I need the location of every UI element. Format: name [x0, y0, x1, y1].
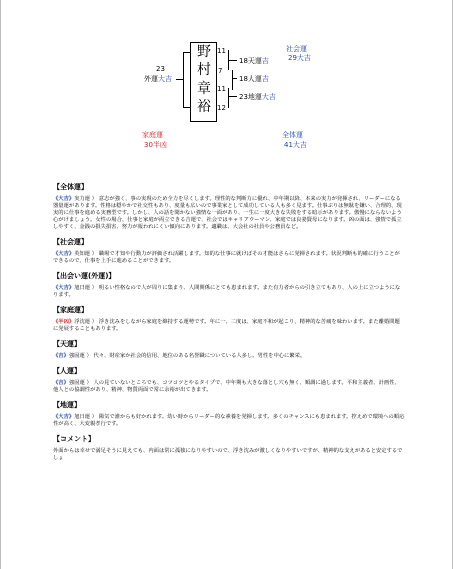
bracket-line [183, 52, 184, 108]
earth-fortune [239, 93, 276, 101]
heaven-fortune [239, 57, 269, 65]
outer-number: 23 [156, 65, 165, 73]
section-text [53, 251, 405, 265]
section-title: 【地運】 [53, 401, 81, 409]
name-char-4: 裕 [197, 99, 211, 115]
earth-number: 23 [239, 93, 248, 101]
section-tag: 《大吉》 [53, 251, 75, 257]
section-tag: 《吉》 [53, 380, 69, 386]
section-body: 強固運 ） 代々、財産家か社会的信用、地位のある名誉職についている人多し。男性を中心に繁栄。 [68, 353, 306, 359]
section-body: 浮沈運 ） 浮き沈みをしながら家庭を維持する運勢です。年に一、二度は、家庭不和が起こり、精神的な苦痛を味わいます。また離婚問題に発展することもあります。 [53, 319, 400, 332]
section-tag: 《大吉》 [53, 285, 75, 291]
earth-rank: 大吉 [261, 93, 276, 101]
section-heaven [53, 340, 405, 360]
section-text [53, 319, 405, 333]
section-text [53, 448, 405, 462]
bracket-line [232, 70, 233, 90]
name-char-1: 野 [197, 44, 211, 60]
social-label: 社会運 [286, 45, 307, 53]
section-body: 英知運 ） 職場で才知や行動力が評価され活躍します。知的な仕事に就けばその才能はさらに発揮されます。状況判断も的確に行うことができるので、仕事を上手に進めることができます。 [53, 251, 400, 264]
heaven-label: 天運 [247, 57, 262, 65]
section-comment [53, 435, 405, 462]
heaven-number: 18 [239, 57, 248, 65]
bracket-line [176, 79, 184, 80]
section-title: 【家庭運】 [53, 306, 88, 314]
section-family [53, 306, 405, 333]
section-overall [53, 183, 405, 231]
earth-label: 地運 [247, 93, 262, 101]
family-label: 家庭運 [142, 131, 163, 139]
person-label: 人運 [247, 75, 262, 83]
bracket-line [232, 78, 237, 79]
section-text [53, 380, 405, 394]
section-title: 【コメント】 [53, 435, 95, 443]
bracket-line [228, 96, 237, 97]
name-char-2: 村 [197, 62, 211, 78]
name-char-3: 章 [197, 81, 211, 97]
section-person [53, 367, 405, 394]
section-tag: 《大吉》 [53, 196, 75, 202]
section-title: 【全体運】 [53, 183, 88, 191]
section-title: 【天運】 [53, 340, 81, 348]
section-body: 外面からは幸せで満足そうに見えても、内面は常に孤独になりやすいので、浮き沈みが激しくなりやすいですが、精神的な支えがあると安定するでしょ [53, 448, 403, 461]
outer-rank: 大吉 [158, 75, 172, 83]
family-value: 30半凶 [144, 141, 167, 149]
stroke-count-3: 11 [217, 85, 226, 93]
section-body: 実力運 ） 意志が強く、事の実現のため全力を尽くします。理性的な判断力に優れ、中年期以降、本来の実力が発揮され、リーダーになる器量運があります。性格は穏やかで社交性もあり、度量も広いので事業家として成功している人も多く見ます。仕事ぶりは無駄を嫌い、合理的、現実的に仕事を進める実務型です。しかし、人の話を聞かない強情な一面があり、一生に一度大きな失敗をする暗示があります。傲慢にならないよう心がけましょう。女性の場合、仕事と家庭が両立できる吉運で、社会ではキャリアウーマン、家庭では良妻賢母になります。凶の面は、強情で孤立しやすく、金銭の損失損害、努力が報われにくい傾向にあります。適職は、大会社の社員や公務員など。 [53, 196, 402, 230]
social-value: 29大吉 [288, 54, 311, 62]
total-value: 41大吉 [284, 141, 307, 149]
stroke-count-4: 12 [217, 104, 226, 112]
section-earth [53, 401, 405, 428]
person-fortune [239, 75, 269, 83]
person-rank: 吉 [261, 75, 269, 83]
section-tag: 《大吉》 [53, 414, 75, 420]
section-body: 旭日運 ） 明るい性格なので人が周りに集まり、人間関係にとても恵まれます。また有力者からの引き立てもあり、人の上に立つようになります。 [53, 285, 401, 298]
person-number: 18 [239, 75, 248, 83]
section-text [53, 414, 405, 428]
outer-fortune [144, 75, 172, 83]
outer-label: 外運 [144, 75, 158, 83]
section-title: 【社会運】 [53, 238, 88, 246]
section-tag: 《半凶》 [53, 319, 75, 325]
bracket-line [228, 88, 229, 108]
total-label: 全体運 [282, 131, 303, 139]
stroke-count-2: 7 [218, 67, 223, 75]
bracket-line [183, 107, 190, 108]
section-title: 【出会い運(外運)】 [53, 272, 116, 280]
section-encounter [53, 272, 405, 299]
fortune-sections [53, 183, 405, 469]
bracket-line [183, 52, 190, 53]
heaven-rank: 吉 [261, 57, 269, 65]
section-tag: 《吉》 [53, 353, 69, 359]
section-text [53, 196, 405, 231]
section-text [53, 285, 405, 299]
section-title: 【人運】 [53, 367, 81, 375]
section-body: 旭日運 ） 陽気で誰からも好かれます。幼い時からリーダー的な素養を発揮します。多くのチャンスにも恵まれます。控えめで環境への順応性が高く、大変親孝行です。 [53, 414, 405, 427]
stroke-count-1: 11 [217, 47, 226, 55]
section-body: 強固運 ） 人の見ていないところでも、コツコツとやるタイプで、中年期も大きな落とし穴も無く、順調に過します。平和主義者、計画性、他人との協調性があり、精神、物質両面で常に余裕が出てきます。 [53, 380, 400, 393]
name-diagram [0, 0, 453, 165]
section-social [53, 238, 405, 265]
bracket-line [228, 60, 237, 61]
section-text [53, 353, 405, 360]
